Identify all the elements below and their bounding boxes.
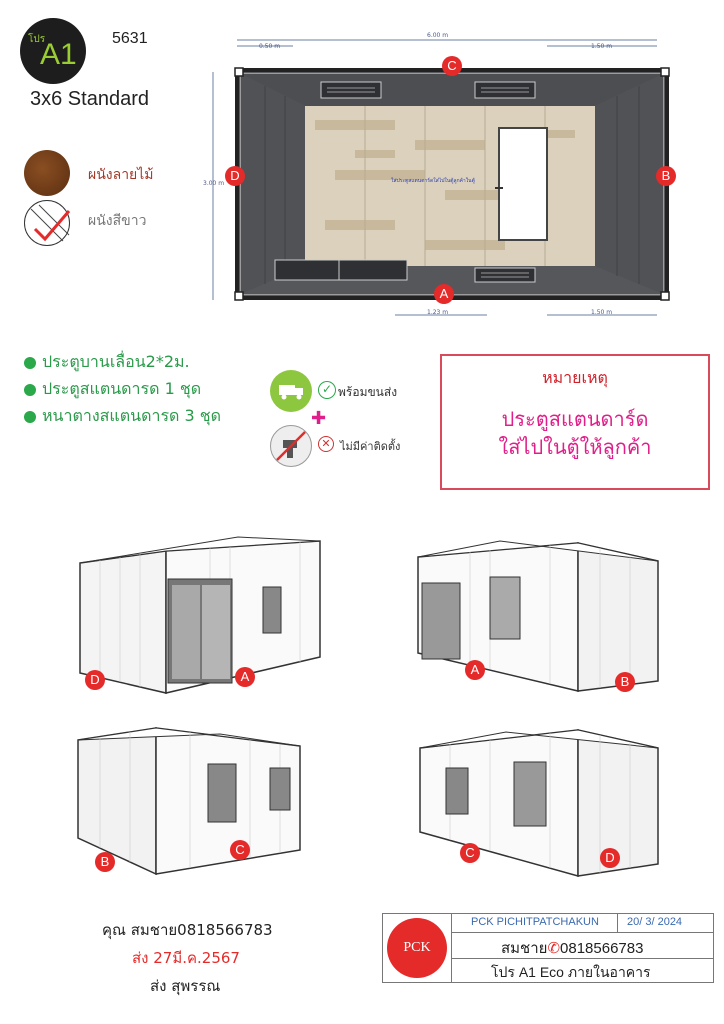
plus-icon: ✚ bbox=[311, 408, 327, 429]
view-back-right bbox=[410, 720, 670, 900]
promo-badge bbox=[20, 18, 86, 84]
list-item: ประตูสแตนดารด 1 ชุด bbox=[24, 377, 221, 402]
company-name: PCK PICHITPATCHAKUN bbox=[471, 916, 599, 928]
dim-height: 3.00 m bbox=[203, 180, 225, 187]
phone-icon: ✆ bbox=[547, 940, 561, 957]
door-note: ใส่ประตูสแตนดาร์ดใส่ไปในตู้ลูกค้าในตู้ bbox=[391, 178, 475, 184]
dim-right-gap-top: 1.50 m bbox=[591, 43, 613, 50]
dim-bottom-right: 1.50 m bbox=[591, 309, 613, 316]
dim-overall: 6.00 m bbox=[427, 32, 449, 39]
view1-marker-right: A bbox=[235, 667, 255, 687]
company-logo bbox=[387, 918, 447, 978]
sales-contact bbox=[501, 936, 643, 960]
view2-marker-right: B bbox=[615, 672, 635, 692]
customer-name: คุณ สมชาย0818566783 bbox=[102, 921, 273, 939]
plan-marker-top: C bbox=[442, 56, 462, 76]
view2-marker-left: A bbox=[465, 660, 485, 680]
dim-bottom-left: 1.23 m bbox=[427, 309, 449, 316]
title-block bbox=[382, 913, 714, 983]
view-front-right bbox=[410, 535, 670, 715]
ship-date: ส่ง 27มี.ค.2567 bbox=[132, 949, 240, 967]
sales-name: สมชาย bbox=[501, 940, 548, 957]
note-line-2: ใส่ไปในตู้ให้ลูกค้า bbox=[498, 435, 652, 459]
product-code: 5631 bbox=[112, 30, 148, 47]
feature-list bbox=[24, 350, 221, 429]
view-front-left bbox=[70, 535, 330, 715]
note-box bbox=[440, 354, 710, 490]
plan-marker-bottom: A bbox=[434, 284, 454, 304]
ready-check-icon: ✓ bbox=[318, 381, 336, 399]
floor-plan bbox=[205, 30, 685, 320]
note-title: หมายเหตุ bbox=[542, 368, 608, 387]
logo-text: PCK bbox=[403, 940, 431, 955]
sales-phone: 0818566783 bbox=[560, 940, 644, 957]
white-wall-label: ผนังสีขาว bbox=[88, 213, 147, 229]
white-wall-swatch bbox=[24, 200, 70, 246]
truck-icon bbox=[270, 370, 312, 412]
promo-badge-code: A1 bbox=[40, 38, 77, 71]
plan-marker-right: B bbox=[656, 166, 676, 186]
plan-marker-left: D bbox=[225, 166, 245, 186]
wood-wall-swatch bbox=[24, 150, 70, 196]
no-install-label: ไม่มีค่าติดตั้ง bbox=[340, 440, 401, 453]
view-back-left bbox=[70, 720, 330, 900]
view4-marker-left: C bbox=[460, 843, 480, 863]
no-cross-icon: ✕ bbox=[318, 436, 334, 452]
wood-wall-label: ผนังลายไม้ bbox=[88, 167, 154, 183]
model-title: 3x6 Standard bbox=[30, 88, 149, 110]
bullet-icon bbox=[24, 357, 36, 369]
note-line-1: ประตูสแตนดาร์ด bbox=[501, 407, 649, 431]
view1-marker-left: D bbox=[85, 670, 105, 690]
view4-marker-right: D bbox=[600, 848, 620, 868]
drawing-date: 20/ 3/ 2024 bbox=[627, 916, 683, 928]
dim-left-gap: 0.50 m bbox=[259, 43, 281, 50]
ready-label: พร้อมขนส่ง bbox=[338, 385, 398, 399]
promo-badge-small: โปร bbox=[28, 34, 46, 45]
bullet-icon bbox=[24, 411, 36, 423]
view3-marker-left: B bbox=[95, 852, 115, 872]
note-body bbox=[442, 405, 708, 461]
bullet-icon bbox=[24, 384, 36, 396]
check-icon bbox=[25, 201, 71, 247]
list-item: หนาตางสแตนดารด 3 ชุด bbox=[24, 404, 221, 429]
product-name: โปร A1 Eco ภายในอาคาร bbox=[491, 964, 651, 980]
ship-to: ส่ง สุพรรณ bbox=[150, 977, 221, 995]
list-item: ประตูบานเลื่อน2*2ม. bbox=[24, 350, 221, 375]
drill-icon bbox=[270, 425, 312, 467]
view3-marker-right: C bbox=[230, 840, 250, 860]
